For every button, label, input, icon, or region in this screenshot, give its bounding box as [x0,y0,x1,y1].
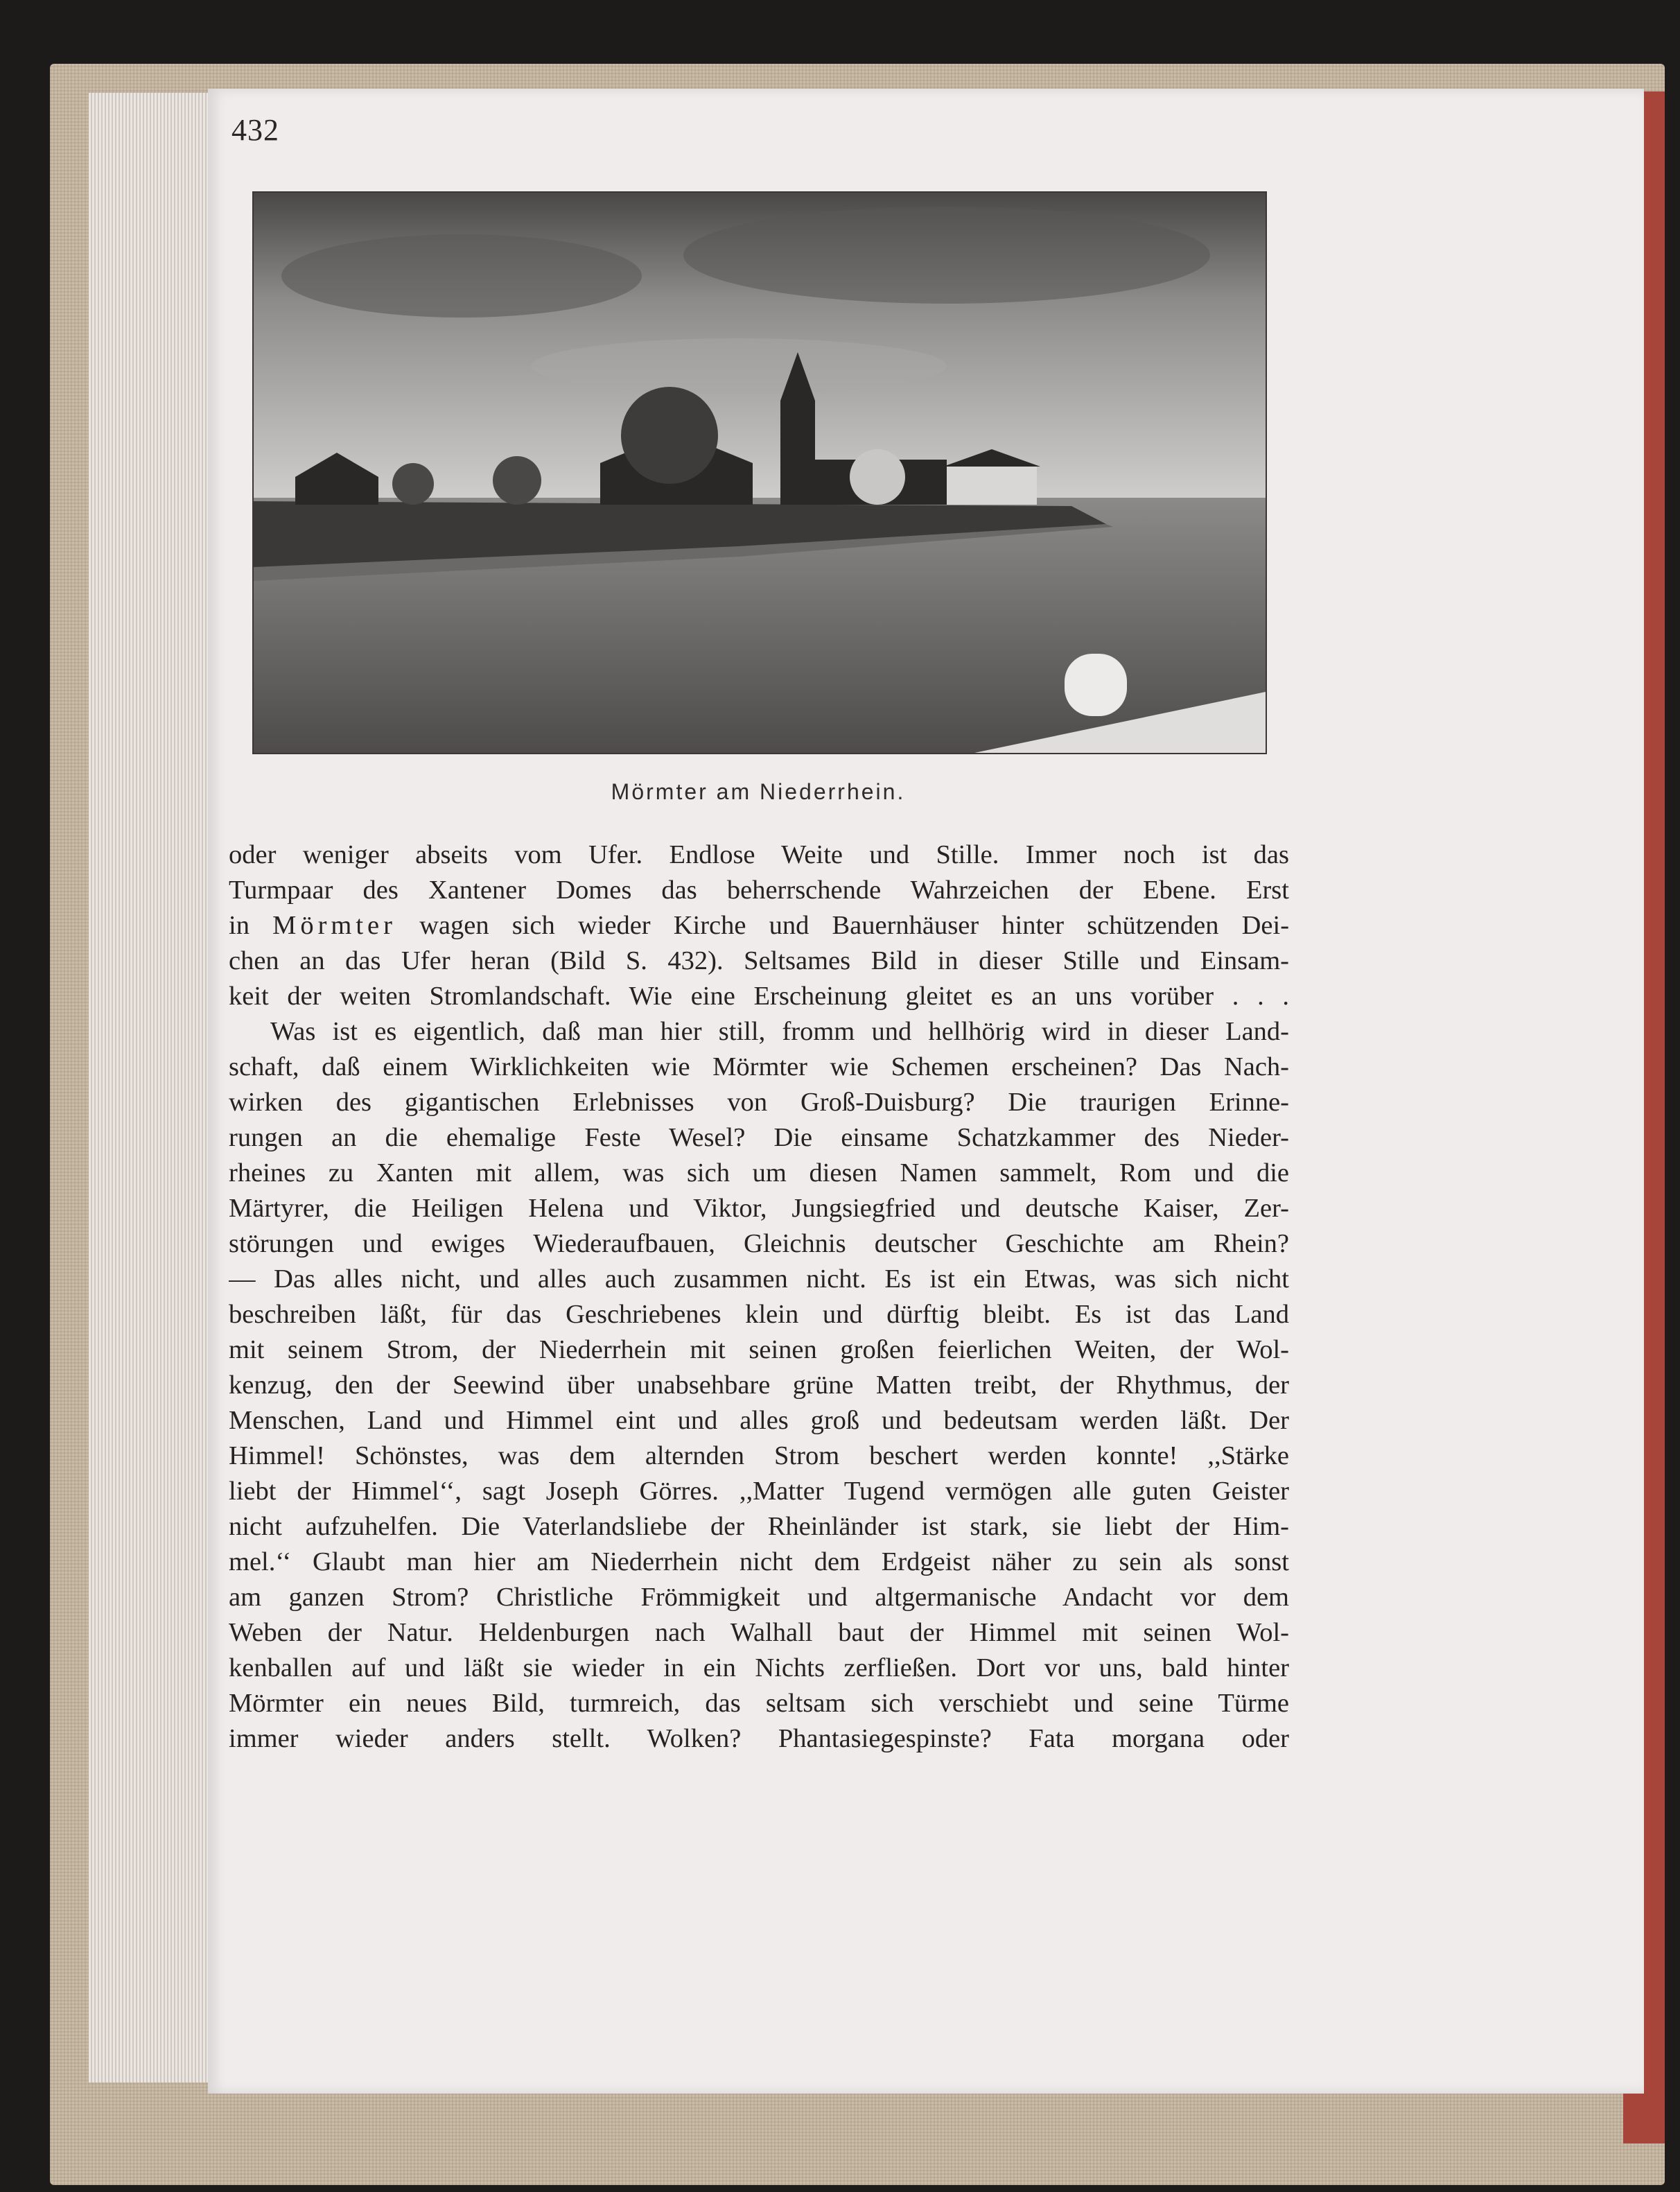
text-line: Märtyrer, die Heiligen Helena und Viktor, Jungsiegfried und deutsche Kaiser, Zer- [229,1194,1289,1223]
text-line: nicht aufzuhelfen. Die Vaterlandsliebe der Rheinländer ist stark, sie liebt der Him- [229,1512,1289,1541]
text-line: — Das alles nicht, und alles auch zusammen nicht. Es ist ein Etwas, was sich nicht [229,1264,1289,1294]
text-line: Himmel! Schönstes, was dem alternden Strom beschert werden konnte! ,,Stärke [229,1441,1289,1470]
figure-caption: Mörmter am Niederrhein. [611,779,906,804]
body-text [229,837,1289,1757]
emphasized-place-name: Mörmter [272,911,396,940]
text-line: Weben der Natur. Heldenburgen nach Walhall baut der Himmel mit seinen Wol- [229,1618,1289,1647]
text-line: immer wieder anders stellt. Wolken? Phantasiegespinste? Fata morgana oder [229,1724,1289,1753]
text-line: keit der weiten Stromlandschaft. Wie eine Erscheinung gleitet es an uns vorüber . . . [229,982,1289,1011]
text-line-prefix: in [229,911,250,940]
river-village-photo [254,193,1266,753]
text-line: chen an das Ufer heran (Bild S. 432). Seltsames Bild in dieser Stille und Einsam- [229,946,1289,975]
text-line: am ganzen Strom? Christliche Frömmigkeit und altgermanische Andacht vor dem [229,1583,1289,1612]
text-line: kenzug, den der Seewind über unabsehbare grüne Matten treibt, der Rhythmus, der [229,1371,1289,1400]
text-line [229,908,1289,943]
text-line: schaft, daß einem Wirklichkeiten wie Mörmter wie Schemen erscheinen? Das Nach- [229,1052,1289,1081]
text-line: mel.‘‘ Glaubt man hier am Niederrhein nicht dem Erdgeist näher zu sein als sonst [229,1547,1289,1576]
text-line: oder weniger abseits vom Ufer. Endlose Weite und Stille. Immer noch ist das [229,840,1289,869]
text-line: Mörmter ein neues Bild, turmreich, das seltsam sich verschiebt und seine Türme [229,1689,1289,1718]
text-line-rest: wagen sich wieder Kirche und Bauernhäuser hinter schützenden Dei- [419,911,1289,940]
text-line: Was ist es eigentlich, daß man hier still, fromm und hellhörig wird in dieser Land- [270,1017,1289,1046]
text-line: störungen und ewiges Wiederaufbauen, Gleichnis deutscher Geschichte am Rhein? [229,1229,1289,1258]
text-line: wirken des gigantischen Erlebnisses von Groß-Duisburg? Die traurigen Erinne- [229,1088,1289,1117]
text-line: kenballen auf und läßt sie wieder in ein Nichts zerfließen. Dort vor uns, bald hinter [229,1653,1289,1682]
text-line: mit seinem Strom, der Niederrhein mit seinen großen feierlichen Weiten, der Wol- [229,1335,1289,1364]
text-line: Menschen, Land und Himmel eint und alles groß und bedeutsam werden läßt. Der [229,1406,1289,1435]
text-line: rungen an die ehemalige Feste Wesel? Die einsame Schatzkammer des Nieder- [229,1123,1289,1152]
text-line: Turmpaar des Xantener Domes das beherrschende Wahrzeichen der Ebene. Erst [229,876,1289,905]
text-line: liebt der Himmel‘‘, sagt Joseph Görres. ,,Matter Tugend vermögen alle guten Geister [229,1477,1289,1506]
page-number: 432 [231,113,279,147]
text-line: rheines zu Xanten mit allem, was sich um diesen Namen sammelt, Rom und die [229,1158,1289,1188]
page-edges [89,93,222,2082]
figure-photo [252,191,1267,754]
text-line: beschreiben läßt, für das Geschriebenes klein und dürftig bleibt. Es ist das Land [229,1300,1289,1329]
